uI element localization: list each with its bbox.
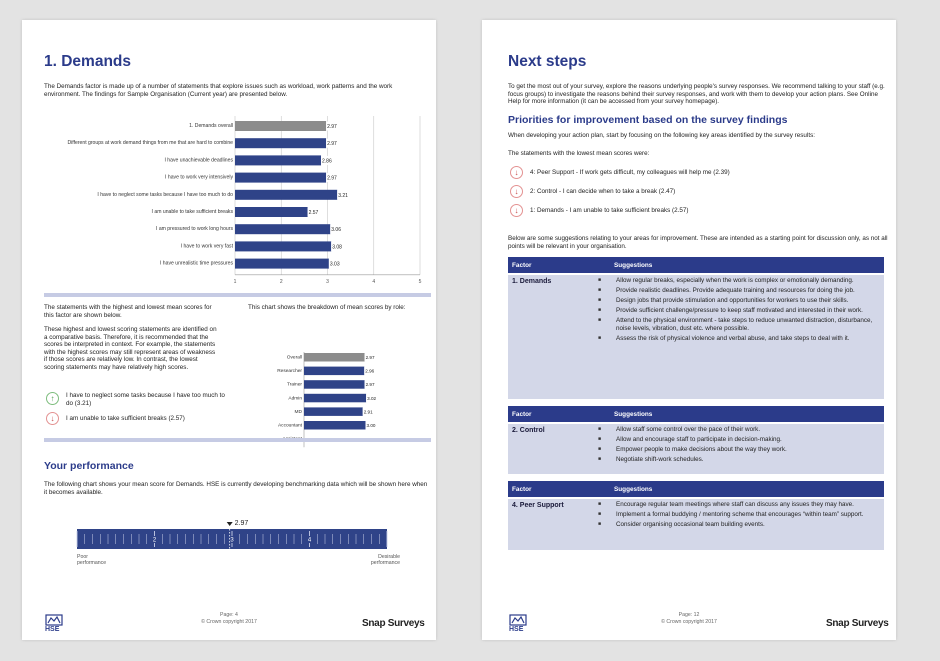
category-label: I have unachievable deadlines: [164, 157, 233, 164]
data-label: 3.06: [331, 227, 342, 234]
demands-intro: The Demands factor is made up of a number of statements that explore issues such as workload, work patterns and the work environment. The findings for Sample Organisation (Current year) are presented below.: [44, 83, 393, 98]
lowest-statement-3: 1: Demands - I am unable to take sufficient breaks (2.57): [530, 207, 689, 214]
bar: [304, 367, 364, 376]
role-chart-caption: This chart shows the breakdown of mean scores by role:: [248, 304, 406, 311]
arrow-down-icon: ↓: [510, 185, 523, 198]
list-item: ■ Negotiate shift-work schedules.: [598, 456, 704, 464]
snap-surveys-logo: Snap Surveys: [826, 618, 889, 629]
report-page-demands: [22, 20, 436, 640]
bar: [304, 380, 365, 389]
data-label: 2.91: [363, 409, 373, 415]
table-header: Factor Suggestions: [508, 406, 884, 422]
lowest-statement-1: 4: Peer Support - If work gets difficult, my colleagues will help me (2.39): [530, 169, 730, 176]
arrow-down-icon: ↓: [46, 412, 59, 425]
data-label: 2.96: [365, 368, 375, 374]
category-label: Different groups at work demand things from me that are hard to combine: [67, 140, 233, 147]
page-footer: [629, 612, 749, 625]
category-label: I have to work very intensively: [165, 174, 233, 181]
highest-lowest-explanation: These highest and lowest scoring statements are identified on a comparative basis. Therefore, it is recommended that the scores be interpreted in context. For example, the statements with the highest scores may still represent areas of weakness if those scores are relatively low. In contrast, the lowest scoring statements may have relatively high scores.: [44, 326, 217, 371]
data-label: 2.97: [365, 355, 375, 360]
lowest-statement: I am unable to take sufficient breaks (2.57): [66, 415, 185, 422]
performance-heading: Your performance: [44, 460, 134, 472]
copyright-text: © Crown copyright 2017: [201, 618, 257, 625]
next-steps-intro: To get the most out of your survey, explore the reasons underlying people's survey responses. We recommend talking to your staff (e.g. focus groups) to investigate the reasons behind their survey responses, and work with them to develop your action plans. See Online Help for more information (it can be accessed from your survey homepage).: [508, 83, 885, 106]
data-label: 3.00: [366, 423, 376, 428]
list-item: ■ Empower people to make decisions about the way they work.: [598, 446, 787, 454]
factor-name: 1. Demands: [512, 278, 552, 285]
page-number: Page: 12: [678, 612, 700, 618]
table-header: Factor Suggestions: [508, 257, 884, 273]
lowest-statement-2: 2: Control - I can decide when to take a break (2.47): [530, 188, 676, 195]
page-title: Next steps: [508, 53, 587, 70]
data-label: 2.97: [327, 124, 337, 130]
category-label: I have to neglect some tasks because I have too much to do: [97, 191, 233, 198]
bar: [235, 241, 331, 251]
bar: [235, 207, 308, 217]
scale-tick-label: 3: [230, 537, 234, 544]
factor-name: 2. Control: [512, 427, 545, 434]
priorities-heading: Priorities for improvement based on the survey findings: [508, 114, 788, 126]
table-header: Factor Suggestions: [508, 481, 884, 497]
data-label: 2.97: [327, 141, 337, 148]
snap-surveys-logo: Snap Surveys: [362, 618, 425, 629]
desirable-performance-label: Desirable performance: [370, 554, 400, 567]
category-label: I have unrealistic time pressures: [159, 260, 233, 267]
demands-bar-chart: [22, 112, 436, 285]
page-footer: [169, 612, 289, 625]
scale-tick-label: 4: [307, 537, 312, 544]
x-tick-label: 5: [418, 278, 422, 285]
arrow-down-icon: ↓: [510, 204, 523, 217]
performance-scale: [72, 515, 392, 555]
data-label: 3.08: [332, 244, 342, 251]
arrow-up-icon: ↑: [46, 392, 59, 405]
suggestions-table-control: [508, 406, 884, 474]
suggestion-list: [592, 275, 884, 399]
data-label: 3.21: [338, 192, 348, 199]
score-label: 2.97: [234, 520, 249, 527]
list-item: ■ Allow staff some control over the pace of their work.: [598, 426, 761, 433]
data-label: 3.02: [367, 395, 377, 401]
data-label: 3.03: [329, 261, 340, 268]
score-marker-icon: [227, 522, 233, 526]
poor-performance-label: Poor performance: [77, 554, 107, 567]
page-title: 1. Demands: [44, 53, 132, 70]
bar: [304, 353, 365, 362]
x-tick-label: 2: [279, 278, 283, 285]
priorities-intro: When developing your action plan, start by focusing on the following key areas identified by the survey results:: [508, 132, 815, 139]
data-label: 2.57: [308, 210, 319, 216]
hse-logo-text: HSE: [45, 626, 60, 633]
section-divider: [44, 438, 431, 442]
list-item: ■ Provide sufficient challenge/pressure to keep staff motivated and interested in their work.: [598, 307, 863, 315]
factor-name: 4. Peer Support: [512, 502, 564, 509]
page-number: Page: 4: [220, 612, 238, 618]
list-item: ■ Design jobs that provide stimulation and opportunities for workers to use their skills.: [598, 297, 849, 305]
list-item: ■ Consider organising occasional team building events.: [598, 521, 765, 529]
data-label: 2.97: [327, 175, 337, 182]
table-row: [508, 273, 884, 399]
category-label: 1. Demands overall: [189, 123, 233, 129]
bar: [235, 155, 321, 165]
bar: [235, 121, 326, 131]
lowest-intro: The statements with the lowest mean scores were:: [508, 150, 650, 157]
bar: [304, 421, 366, 430]
category-label: MD: [294, 409, 302, 415]
suggestions-table-demands: [508, 257, 884, 399]
table-row: [508, 422, 884, 474]
data-label: 2.97: [365, 382, 375, 388]
role-bar-chart: [242, 330, 432, 430]
x-tick-label: 3: [326, 278, 329, 285]
bar: [235, 138, 326, 148]
list-item: ■ Attend to the physical environment - take steps to reduce unwanted distraction, disturbance, noise levels, vibration, dust etc. where possible.: [598, 317, 873, 332]
list-item: ■ Implement a formal buddying / mentoring scheme that encourages “within team” support.: [598, 511, 864, 519]
bar: [235, 173, 326, 183]
highest-statement: I have to neglect some tasks because I have too much to do (3.21): [66, 392, 225, 407]
category-label: Accountant: [277, 423, 302, 429]
list-item: ■ Provide realistic deadlines. Provide adequate training and resources for doing the job.: [598, 287, 855, 295]
category-label: Trainer: [286, 382, 302, 388]
category-label: Admin: [288, 396, 302, 402]
category-label: I am pressured to work long hours: [155, 226, 233, 233]
category-label: I am unable to take sufficient breaks: [151, 209, 233, 215]
bar: [304, 394, 366, 403]
list-item: ■ Allow and encourage staff to participate in decision-making.: [598, 436, 782, 444]
highest-lowest-intro: The statements with the highest and lowest mean scores for this factor are shown below.: [44, 304, 212, 319]
section-divider: [44, 293, 431, 297]
performance-intro: The following chart shows your mean score for Demands. HSE is currently developing benchmarking data which will be shown here when it becomes available.: [44, 481, 428, 496]
data-label: 2.86: [322, 158, 332, 165]
category-label: Overall: [286, 355, 302, 361]
hse-logo-text: HSE: [509, 626, 524, 633]
suggestion-list: [592, 499, 884, 550]
list-item: ■ Encourage regular team meetings where staff can discuss any issues they may have.: [598, 501, 854, 508]
suggestion-list: [592, 424, 884, 474]
list-item: ■ Allow regular breaks, especially when the work is complex or emotionally demanding.: [598, 277, 854, 284]
bar: [235, 190, 337, 200]
suggestions-table-peer-support: [508, 481, 884, 550]
copyright-text: © Crown copyright 2017: [661, 618, 717, 625]
bar: [235, 259, 329, 269]
x-tick-label: 1: [233, 278, 237, 285]
table-row: [508, 497, 884, 550]
x-tick-label: 4: [372, 278, 376, 285]
category-label: Researcher: [277, 369, 302, 375]
scale-tick-label: 2: [152, 537, 157, 544]
report-page-next-steps: [482, 20, 896, 640]
list-item: ■ Assess the risk of physical violence and verbal abuse, and take steps to deal with it.: [598, 335, 850, 343]
suggestions-intro: Below are some suggestions relating to your areas for improvement. These are intended as a starting point for discussion only, as not all points will be relevant in your organisation.: [508, 235, 888, 250]
category-label: I have to work very fast: [180, 243, 233, 250]
arrow-down-icon: ↓: [510, 166, 523, 179]
bar: [235, 224, 330, 234]
bar: [304, 407, 363, 416]
